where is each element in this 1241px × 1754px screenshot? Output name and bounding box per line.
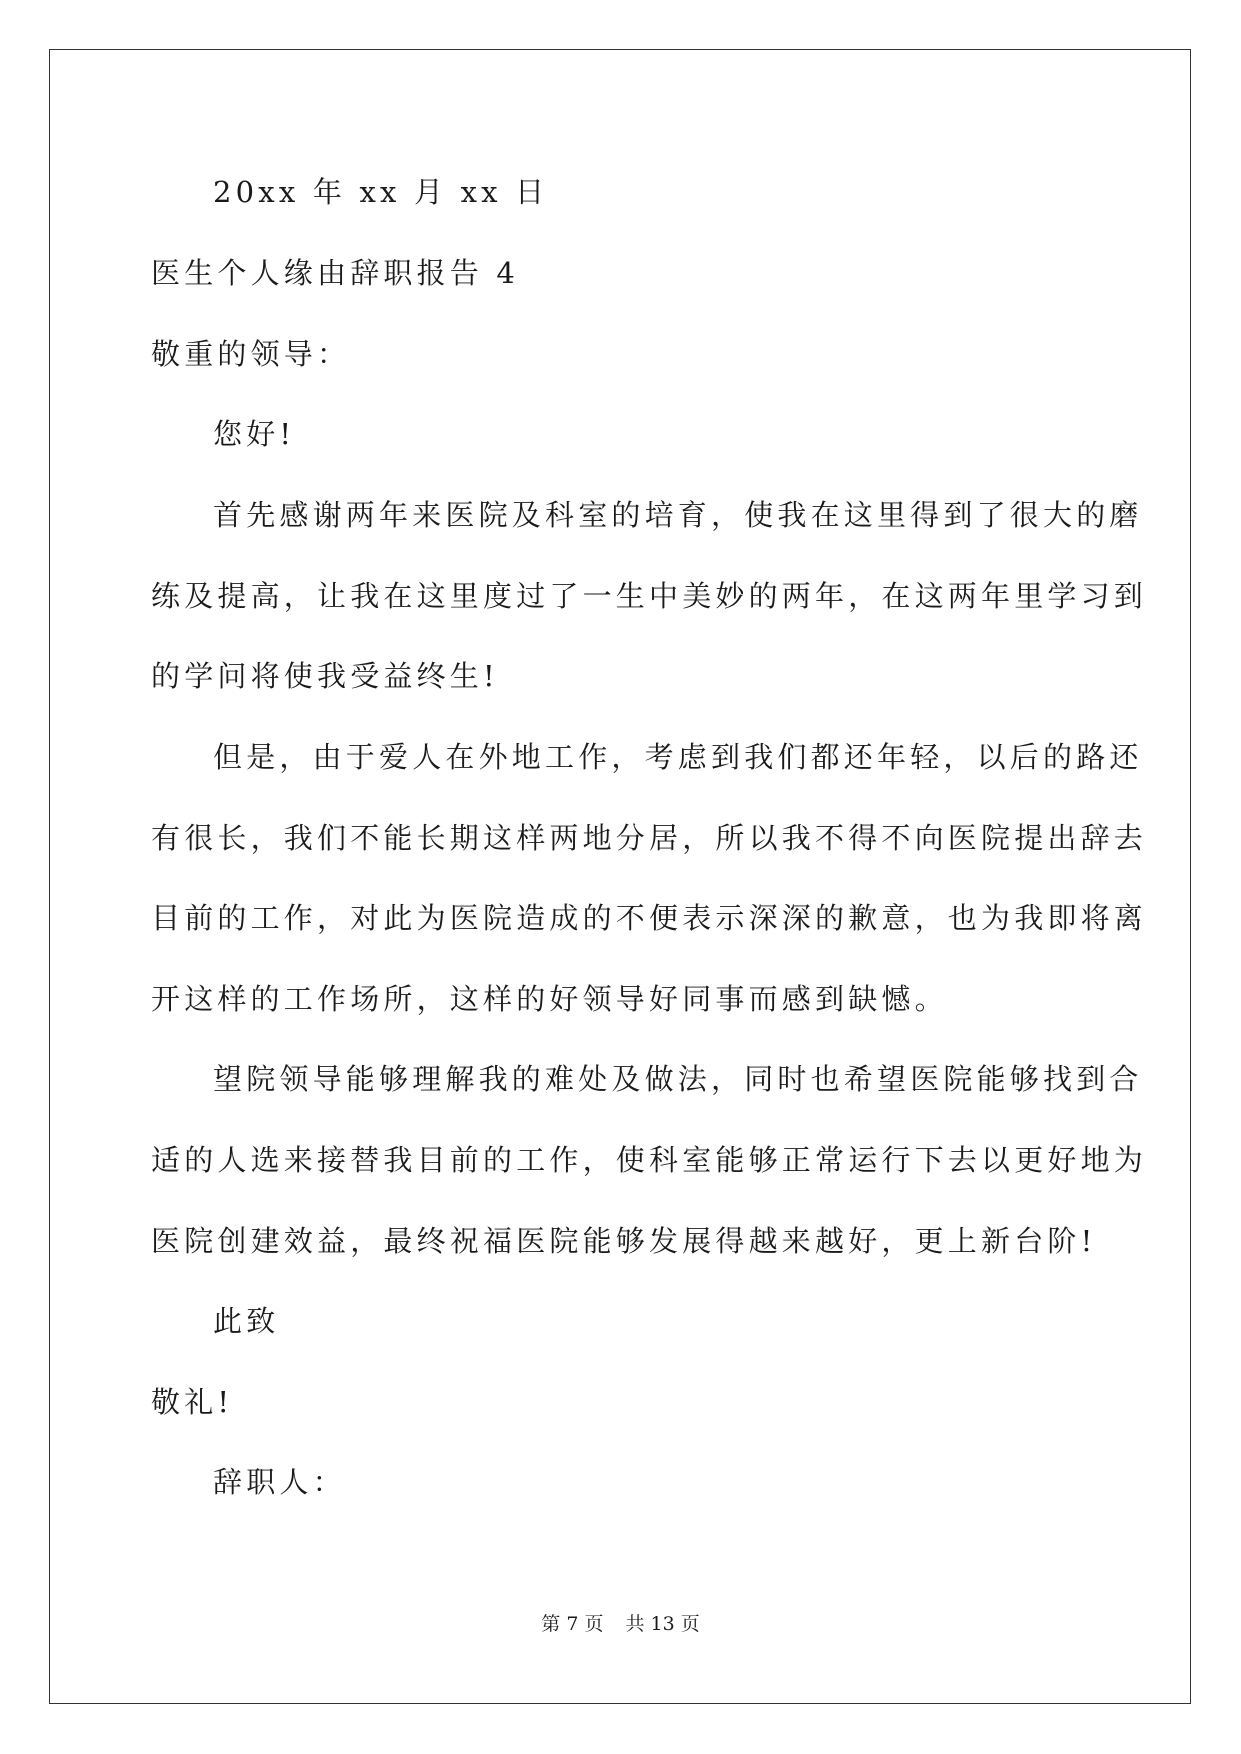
paragraph1-line2: 练及提高，让我在这里度过了一生中美妙的两年，在这两年里学习到 — [151, 579, 1148, 613]
page-footer — [0, 1612, 1241, 1636]
paragraph2-line4: 开这样的工作场所，这样的好领导好同事而感到缺憾。 — [151, 982, 948, 1016]
page-number-current: 第 7 页 — [541, 1613, 604, 1635]
page-border — [49, 49, 1191, 1704]
paragraph2-line1: 但是，由于爱人在外地工作，考虑到我们都还年轻，以后的路还 — [213, 740, 1143, 774]
greeting: 您好! — [213, 417, 296, 451]
paragraph1-line3: 的学问将使我受益终生! — [151, 659, 499, 693]
date-line: 20xx 年 xx 月 xx 日 — [213, 175, 549, 209]
paragraph3-line3: 医院创建效益，最终祝福医院能够发展得越来越好，更上新台阶! — [151, 1224, 1097, 1258]
signature-label: 辞职人： — [213, 1465, 346, 1499]
document-title: 医生个人缘由辞职报告 4 — [151, 256, 520, 290]
paragraph1-line1: 首先感谢两年来医院及科室的培育，使我在这里得到了很大的磨 — [213, 498, 1143, 532]
salutation: 敬重的领导： — [151, 337, 351, 371]
closing-jingli: 敬礼! — [151, 1385, 234, 1419]
paragraph3-line2: 适的人选来接替我目前的工作，使科室能够正常运行下去以更好地为 — [151, 1143, 1148, 1177]
page-number-total: 共 13 页 — [625, 1613, 700, 1635]
paragraph3-line1: 望院领导能够理解我的难处及做法，同时也希望医院能够找到合 — [213, 1062, 1143, 1096]
paragraph2-line3: 目前的工作，对此为医院造成的不便表示深深的歉意，也为我即将离 — [151, 901, 1148, 935]
closing-cizhi: 此致 — [213, 1304, 280, 1338]
paragraph2-line2: 有很长，我们不能长期这样两地分居，所以我不得不向医院提出辞去 — [151, 821, 1148, 855]
